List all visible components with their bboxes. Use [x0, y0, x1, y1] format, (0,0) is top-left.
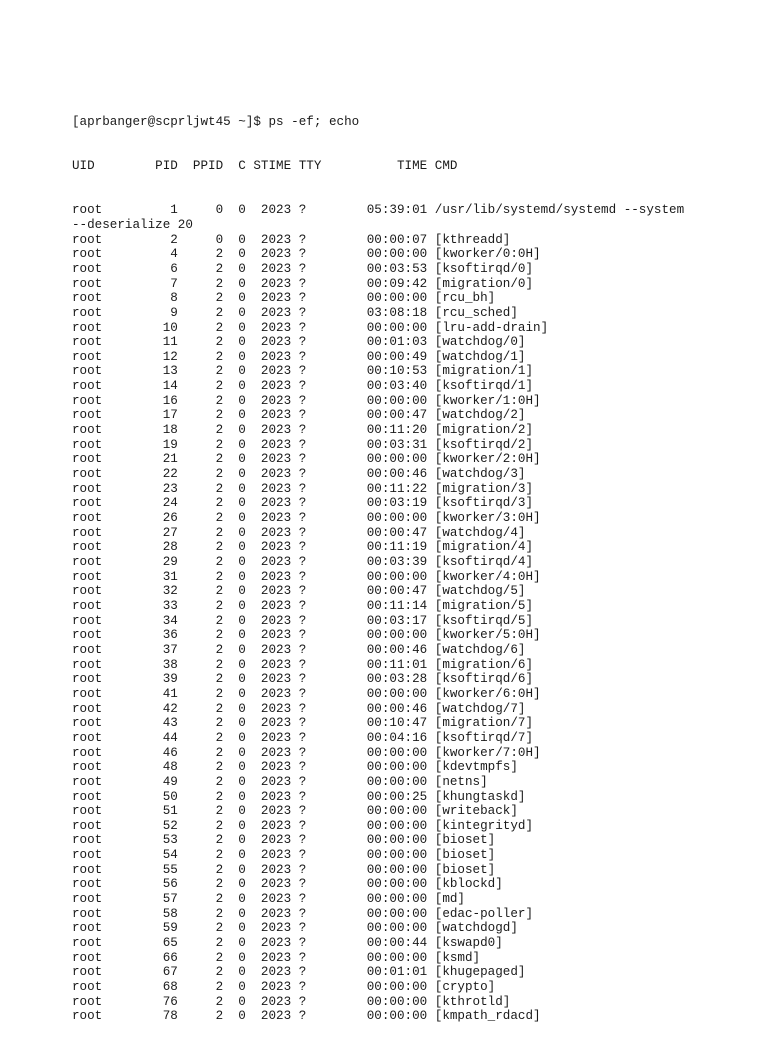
process-row: root 27 2 0 2023 ? 00:00:47 [watchdog/4] [72, 525, 526, 540]
process-row: root 21 2 0 2023 ? 00:00:00 [kworker/2:0H] [72, 452, 541, 467]
process-row: root 48 2 0 2023 ? 00:00:00 [kdevtmpfs] [72, 760, 518, 775]
process-row: root 46 2 0 2023 ? 00:00:00 [kworker/7:0H] [72, 745, 541, 760]
process-row: root 66 2 0 2023 ? 00:00:00 [ksmd] [72, 950, 481, 965]
process-row: root 33 2 0 2023 ? 00:11:14 [migration/5] [72, 598, 534, 613]
process-row: root 1 0 0 2023 ? 05:39:01 /usr/lib/systemd/systemd --system [72, 203, 685, 218]
process-row: root 14 2 0 2023 ? 00:03:40 [ksoftirqd/1] [72, 379, 534, 394]
process-row: root 13 2 0 2023 ? 00:10:53 [migration/1] [72, 364, 534, 379]
process-row: root 24 2 0 2023 ? 00:03:19 [ksoftirqd/3] [72, 496, 534, 511]
process-list [72, 203, 752, 1024]
process-row: root 26 2 0 2023 ? 00:00:00 [kworker/3:0H] [72, 511, 541, 526]
process-row: root 6 2 0 2023 ? 00:03:53 [ksoftirqd/0] [72, 261, 534, 276]
process-row: root 23 2 0 2023 ? 00:11:22 [migration/3] [72, 481, 534, 496]
process-row: root 22 2 0 2023 ? 00:00:46 [watchdog/3] [72, 467, 526, 482]
process-row: root 56 2 0 2023 ? 00:00:00 [kblockd] [72, 877, 503, 892]
process-row: root 8 2 0 2023 ? 00:00:00 [rcu_bh] [72, 291, 496, 306]
process-row: root 32 2 0 2023 ? 00:00:47 [watchdog/5] [72, 584, 526, 599]
process-row: root 9 2 0 2023 ? 03:08:18 [rcu_sched] [72, 305, 518, 320]
process-row: root 44 2 0 2023 ? 00:04:16 [ksoftirqd/7] [72, 730, 534, 745]
process-row: root 10 2 0 2023 ? 00:00:00 [lru-add-drain] [72, 320, 549, 335]
process-row: root 42 2 0 2023 ? 00:00:46 [watchdog/7] [72, 701, 526, 716]
process-row: --deserialize 20 [72, 217, 193, 232]
process-row: root 37 2 0 2023 ? 00:00:46 [watchdog/6] [72, 642, 526, 657]
process-row: root 76 2 0 2023 ? 00:00:00 [kthrotld] [72, 994, 511, 1009]
process-row: root 58 2 0 2023 ? 00:00:00 [edac-poller] [72, 906, 534, 921]
terminal-output [72, 86, 752, 1039]
process-row: root 67 2 0 2023 ? 00:01:01 [khugepaged] [72, 965, 526, 980]
process-row: root 18 2 0 2023 ? 00:11:20 [migration/2] [72, 423, 534, 438]
column-header: UID PID PPID C STIME TTY TIME CMD [72, 159, 458, 174]
process-row: root 55 2 0 2023 ? 00:00:00 [bioset] [72, 862, 496, 877]
process-row: root 68 2 0 2023 ? 00:00:00 [crypto] [72, 980, 496, 995]
process-row: root 41 2 0 2023 ? 00:00:00 [kworker/6:0H] [72, 686, 541, 701]
process-row: root 2 0 0 2023 ? 00:00:07 [kthreadd] [72, 232, 511, 247]
process-row: root 53 2 0 2023 ? 00:00:00 [bioset] [72, 833, 496, 848]
process-row: root 50 2 0 2023 ? 00:00:25 [khungtaskd] [72, 789, 526, 804]
process-row: root 16 2 0 2023 ? 00:00:00 [kworker/1:0H] [72, 393, 541, 408]
process-row: root 78 2 0 2023 ? 00:00:00 [kmpath_rdacd] [72, 1009, 541, 1024]
process-row: root 7 2 0 2023 ? 00:09:42 [migration/0] [72, 276, 534, 291]
process-row: root 57 2 0 2023 ? 00:00:00 [md] [72, 892, 465, 907]
process-row: root 17 2 0 2023 ? 00:00:47 [watchdog/2] [72, 408, 526, 423]
process-row: root 19 2 0 2023 ? 00:03:31 [ksoftirqd/2] [72, 437, 534, 452]
process-row: root 51 2 0 2023 ? 00:00:00 [writeback] [72, 804, 518, 819]
process-row: root 12 2 0 2023 ? 00:00:49 [watchdog/1] [72, 349, 526, 364]
process-row: root 43 2 0 2023 ? 00:10:47 [migration/7] [72, 716, 534, 731]
process-row: root 28 2 0 2023 ? 00:11:19 [migration/4] [72, 540, 534, 555]
command-prompt: [aprbanger@scprljwt45 ~]$ ps -ef; echo [72, 115, 360, 130]
process-row: root 29 2 0 2023 ? 00:03:39 [ksoftirqd/4] [72, 555, 534, 569]
process-row: root 11 2 0 2023 ? 00:01:03 [watchdog/0] [72, 335, 526, 350]
process-row: root 65 2 0 2023 ? 00:00:44 [kswapd0] [72, 936, 503, 951]
process-row: root 39 2 0 2023 ? 00:03:28 [ksoftirqd/6] [72, 672, 534, 687]
process-row: root 36 2 0 2023 ? 00:00:00 [kworker/5:0H] [72, 628, 541, 643]
process-row: root 38 2 0 2023 ? 00:11:01 [migration/6] [72, 657, 534, 672]
process-row: root 52 2 0 2023 ? 00:00:00 [kintegrityd] [72, 818, 534, 833]
process-row: root 49 2 0 2023 ? 00:00:00 [netns] [72, 774, 488, 789]
process-row: root 34 2 0 2023 ? 00:03:17 [ksoftirqd/5] [72, 613, 534, 628]
process-row: root 59 2 0 2023 ? 00:00:00 [watchdogd] [72, 921, 518, 936]
process-row: root 31 2 0 2023 ? 00:00:00 [kworker/4:0H] [72, 569, 541, 584]
process-row: root 54 2 0 2023 ? 00:00:00 [bioset] [72, 848, 496, 863]
process-row: root 4 2 0 2023 ? 00:00:00 [kworker/0:0H] [72, 247, 541, 262]
